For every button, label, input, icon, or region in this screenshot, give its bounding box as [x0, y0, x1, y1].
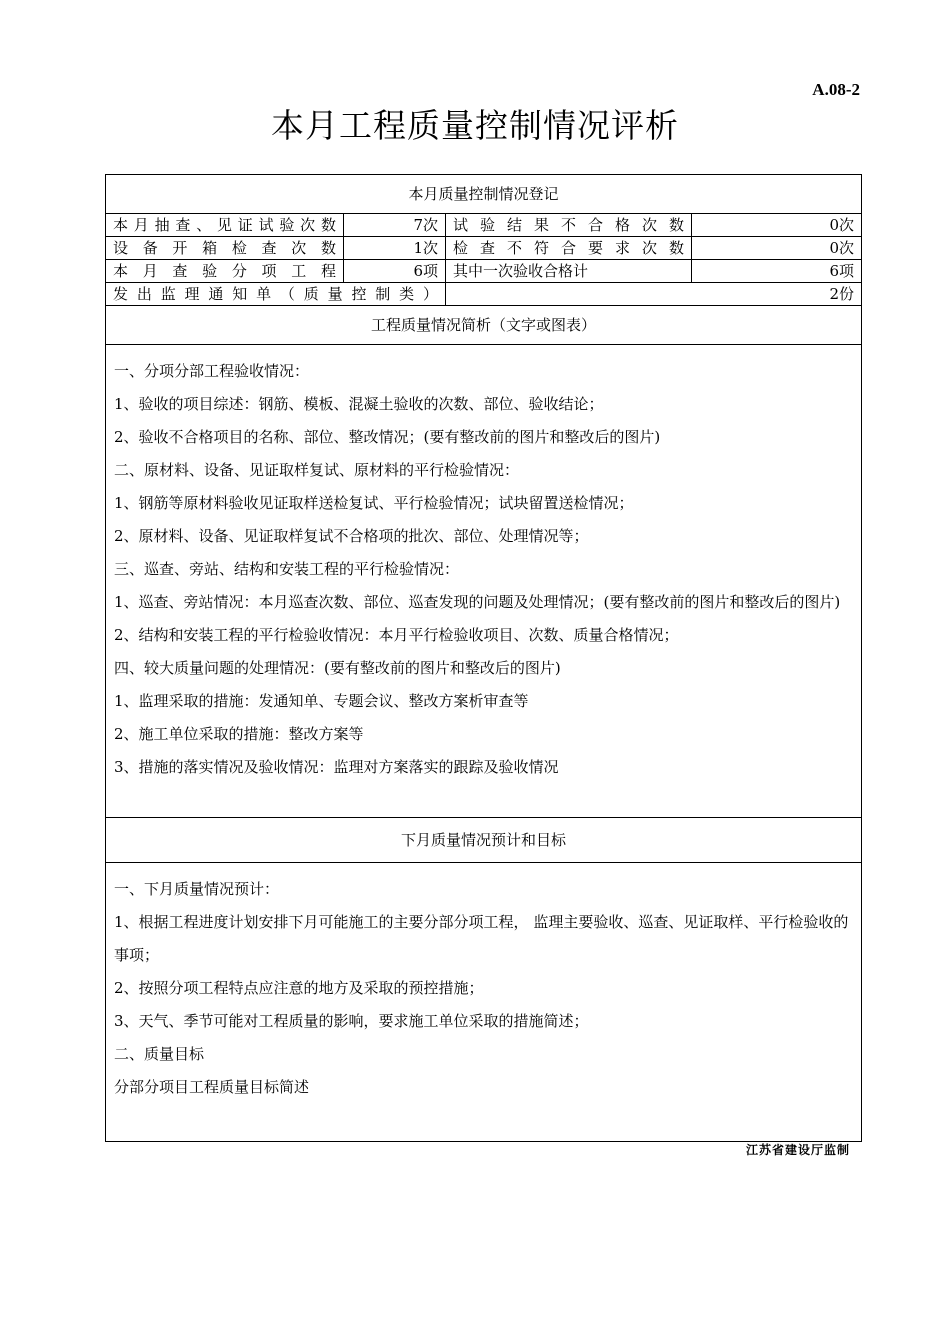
- content-line: 三、巡查、旁站、结构和安装工程的平行检验情况：: [114, 560, 460, 578]
- content-line: 1、根据工程进度计划安排下月可能施工的主要分部分项工程， 监理主要验收、巡查、见证取样、平行检验收的事项；: [114, 913, 849, 964]
- content-line: 四、较大质量问题的处理情况：(要有整改前的图片和整改后的图片): [114, 659, 561, 677]
- content-line: 2、原材料、设备、见证取样复试不合格项的批次、部位、处理情况等；: [114, 527, 589, 545]
- form-code: A.08-2: [812, 80, 860, 99]
- notice-row: [106, 283, 862, 306]
- content-line: 1、钢筋等原材料验收见证取样送检复试、平行检验情况；试块留置送检情况；: [114, 494, 634, 512]
- stat-value: 0次: [692, 214, 862, 237]
- section1-header: 本月质量控制情况登记: [106, 175, 862, 214]
- stat-label: 设备开箱检查次数: [106, 237, 344, 260]
- content-line: 二、原材料、设备、见证取样复试、原材料的平行检验情况：: [114, 461, 520, 479]
- content-line: 二、质量目标: [114, 1045, 205, 1063]
- section3-header: 下月质量情况预计和目标: [106, 818, 862, 863]
- section1-header-row: [106, 175, 862, 214]
- page-title: 本月工程质量控制情况评析: [271, 106, 679, 145]
- section2-content: [106, 345, 862, 818]
- notice-value: 2份: [446, 283, 862, 306]
- section2-header-row: [106, 306, 862, 345]
- content-line: 1、验收的项目综述：钢筋、模板、混凝土验收的次数、部位、验收结论；: [114, 395, 604, 413]
- section3-header-row: [106, 818, 862, 863]
- stat-row: [106, 260, 862, 283]
- notice-label: 发出监理通知单（质量控制类）: [106, 283, 446, 306]
- stat-label: 检查不符合要求次数: [446, 237, 692, 260]
- content-line: 一、下月质量情况预计：: [114, 880, 280, 898]
- content-line: 分部分项目工程质量目标简述: [114, 1078, 310, 1096]
- content-line: 1、巡查、旁站情况：本月巡查次数、部位、巡查发现的问题及处理情况；(要有整改前的图片和整改后的图片): [114, 593, 841, 611]
- stat-value: 6项: [692, 260, 862, 283]
- section2-content-row: [106, 345, 862, 818]
- stat-value: 1次: [344, 237, 446, 260]
- stat-label: 本月抽查、见证试验次数: [106, 214, 344, 237]
- content-line: 2、按照分项工程特点应注意的地方及采取的预控措施；: [114, 979, 484, 997]
- issuer-footer: 江苏省建设厅监制: [745, 1143, 850, 1157]
- stat-value: 7次: [344, 214, 446, 237]
- stat-row: [106, 237, 862, 260]
- section3-content: [106, 863, 862, 1142]
- content-line: 1、监理采取的措施：发通知单、专题会议、整改方案析审查等: [114, 692, 529, 710]
- section2-header: 工程质量情况简析（文字或图表）: [106, 306, 862, 345]
- content-line: 2、结构和安装工程的平行检验收情况：本月平行检验收项目、次数、质量合格情况；: [114, 626, 679, 644]
- content-line: 3、天气、季节可能对工程质量的影响，要求施工单位采取的措施简述；: [114, 1012, 589, 1030]
- stat-value: 0次: [692, 237, 862, 260]
- stat-row: [106, 214, 862, 237]
- content-line: 2、施工单位采取的措施：整改方案等: [114, 725, 364, 743]
- stat-label: 本月查验分项工程: [106, 260, 344, 283]
- section3-content-row: [106, 863, 862, 1142]
- quality-control-table: [105, 174, 862, 1142]
- stat-label: 其中一次验收合格计: [446, 260, 692, 283]
- stat-label: 试验结果不合格次数: [446, 214, 692, 237]
- content-line: 2、验收不合格项目的名称、部位、整改情况；(要有整改前的图片和整改后的图片): [114, 428, 661, 446]
- content-line: 一、分项分部工程验收情况：: [114, 362, 310, 380]
- content-line: 3、措施的落实情况及验收情况：监理对方案落实的跟踪及验收情况: [114, 758, 559, 776]
- stat-value: 6项: [344, 260, 446, 283]
